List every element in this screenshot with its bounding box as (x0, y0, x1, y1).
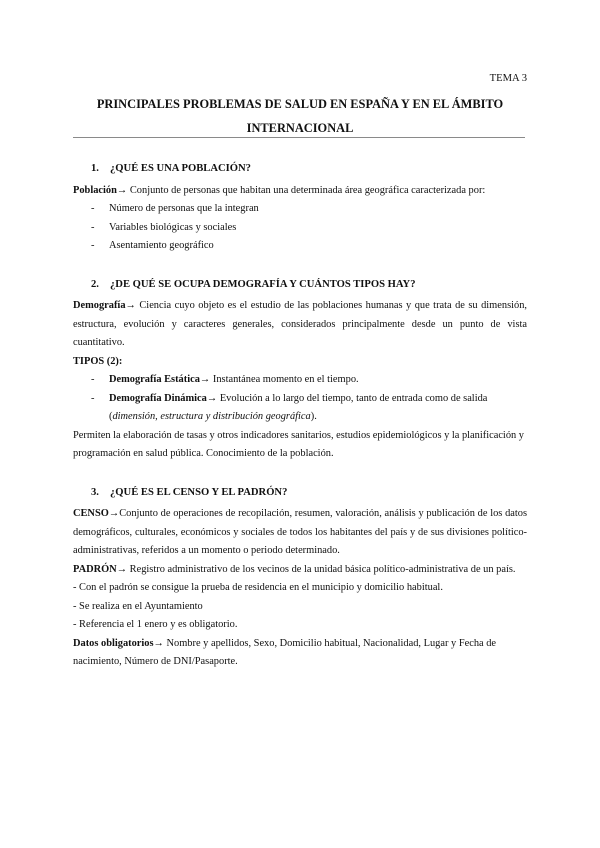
section-1-number: 1. (91, 163, 99, 174)
poblacion-def-text: Conjunto de personas que habitan una determinada área geográfica caracterizada por: (127, 184, 486, 196)
demografia-arrow: → (125, 300, 136, 311)
padron-definition (73, 561, 527, 580)
list-item (73, 371, 527, 390)
list-item: - Variables biológicas y sociales (73, 219, 527, 238)
datos-term: Datos obligatorios (73, 637, 154, 649)
section-3-title: ¿QUÉ ES EL CENSO Y EL PADRÓN? (110, 486, 288, 498)
tema-label: TEMA 3 (489, 73, 527, 84)
list-item: - Asentamiento geográfico (73, 237, 527, 256)
dinamica-italic: dimensión, estructura y distribución geográfica (112, 411, 311, 422)
poblacion-term: Población (73, 184, 117, 196)
page-title (73, 92, 527, 140)
poblacion-definition (73, 182, 527, 201)
padron-line: - Con el padrón se consigue la prueba de residencia en el municipio y domicilio habitual. (73, 582, 443, 593)
padron-def-text: Registro administrativo de los vecinos de la unidad básica político-administrativa de un país. (127, 563, 516, 575)
poblacion-list (73, 200, 527, 256)
datos-obligatorios (73, 635, 527, 672)
section-1-heading (73, 160, 527, 179)
tipos-list (73, 371, 527, 427)
demografia-paragraph: Permiten la elaboración de tasas y otros indicadores sanitarios, estudios epidemiológicos y la planificación y programación en salud pública. Conocimiento de la población. (73, 429, 525, 459)
dinamica-text: Evolución a lo largo del tiempo, tanto de entrada como de salida ( (109, 392, 488, 422)
section-1-title: ¿QUÉ ES UNA POBLACIÓN? (110, 163, 251, 174)
demografia-dinamica-term: Demografía Dinámica (109, 392, 207, 404)
demografia-def-text: Ciencia cuyo objeto es el estudio de las poblaciones humanas y que trata de su dimensión, estructura, evolución y caracteres generales, considerados principalmente desde un punto de vista cuantitativo. (73, 300, 527, 348)
padron-term: PADRÓN (73, 563, 117, 575)
datos-def-text: Nombre y apellidos, Sexo, Domicilio habitual, Nacionalidad, Lugar y Fecha de nacimiento, Número de DNI/Pasaporte. (73, 637, 497, 667)
section-3-number: 3. (91, 486, 99, 498)
dinamica-arrow: → (206, 392, 218, 404)
section-3-heading (73, 484, 527, 503)
estatica-arrow: → (199, 374, 211, 385)
tipos-text: TIPOS (2): (73, 355, 123, 367)
dinamica-end: ). (310, 411, 317, 422)
list-item: - Número de personas que la integran (73, 200, 527, 219)
section-2-title: ¿DE QUÉ SE OCUPA DEMOGRAFÍA Y CUÁNTOS TIPOS HAY? (110, 278, 416, 290)
padron-line: - Se realiza en el Ayuntamiento (73, 600, 203, 612)
section-2-heading (73, 276, 527, 295)
datos-arrow: → (153, 637, 164, 649)
padron-arrow: → (116, 563, 128, 575)
estatica-text: Instantánea momento en el tiempo. (210, 374, 359, 385)
poblacion-arrow: → (116, 184, 128, 196)
tipos-label (73, 353, 527, 372)
title-line-2: INTERNACIONAL (246, 121, 354, 135)
censo-definition (73, 505, 527, 561)
document-body (73, 160, 527, 672)
demografia-term: Demografía (73, 300, 126, 311)
section-2-number: 2. (91, 278, 99, 290)
padron-line: - Referencia el 1 enero y es obligatorio. (73, 619, 238, 630)
title-line-1: PRINCIPALES PROBLEMAS DE SALUD EN ESPAÑA Y EN EL ÁMBITO (96, 97, 504, 111)
demografia-estatica-term: Demografía Estática (109, 374, 200, 385)
censo-arrow: → (108, 508, 120, 519)
censo-def-text: Conjunto de operaciones de recopilación, resumen, valoración, análisis y publicación de los datos demográficos, culturales, económicos y sociales de todos los habitantes del país y de sus divisiones político-administrativas, referidos a un momento o periodo determinado. (73, 508, 527, 556)
censo-term: CENSO (73, 508, 109, 519)
list-item (73, 390, 527, 427)
title-divider (73, 137, 525, 138)
demografia-definition (73, 297, 527, 353)
